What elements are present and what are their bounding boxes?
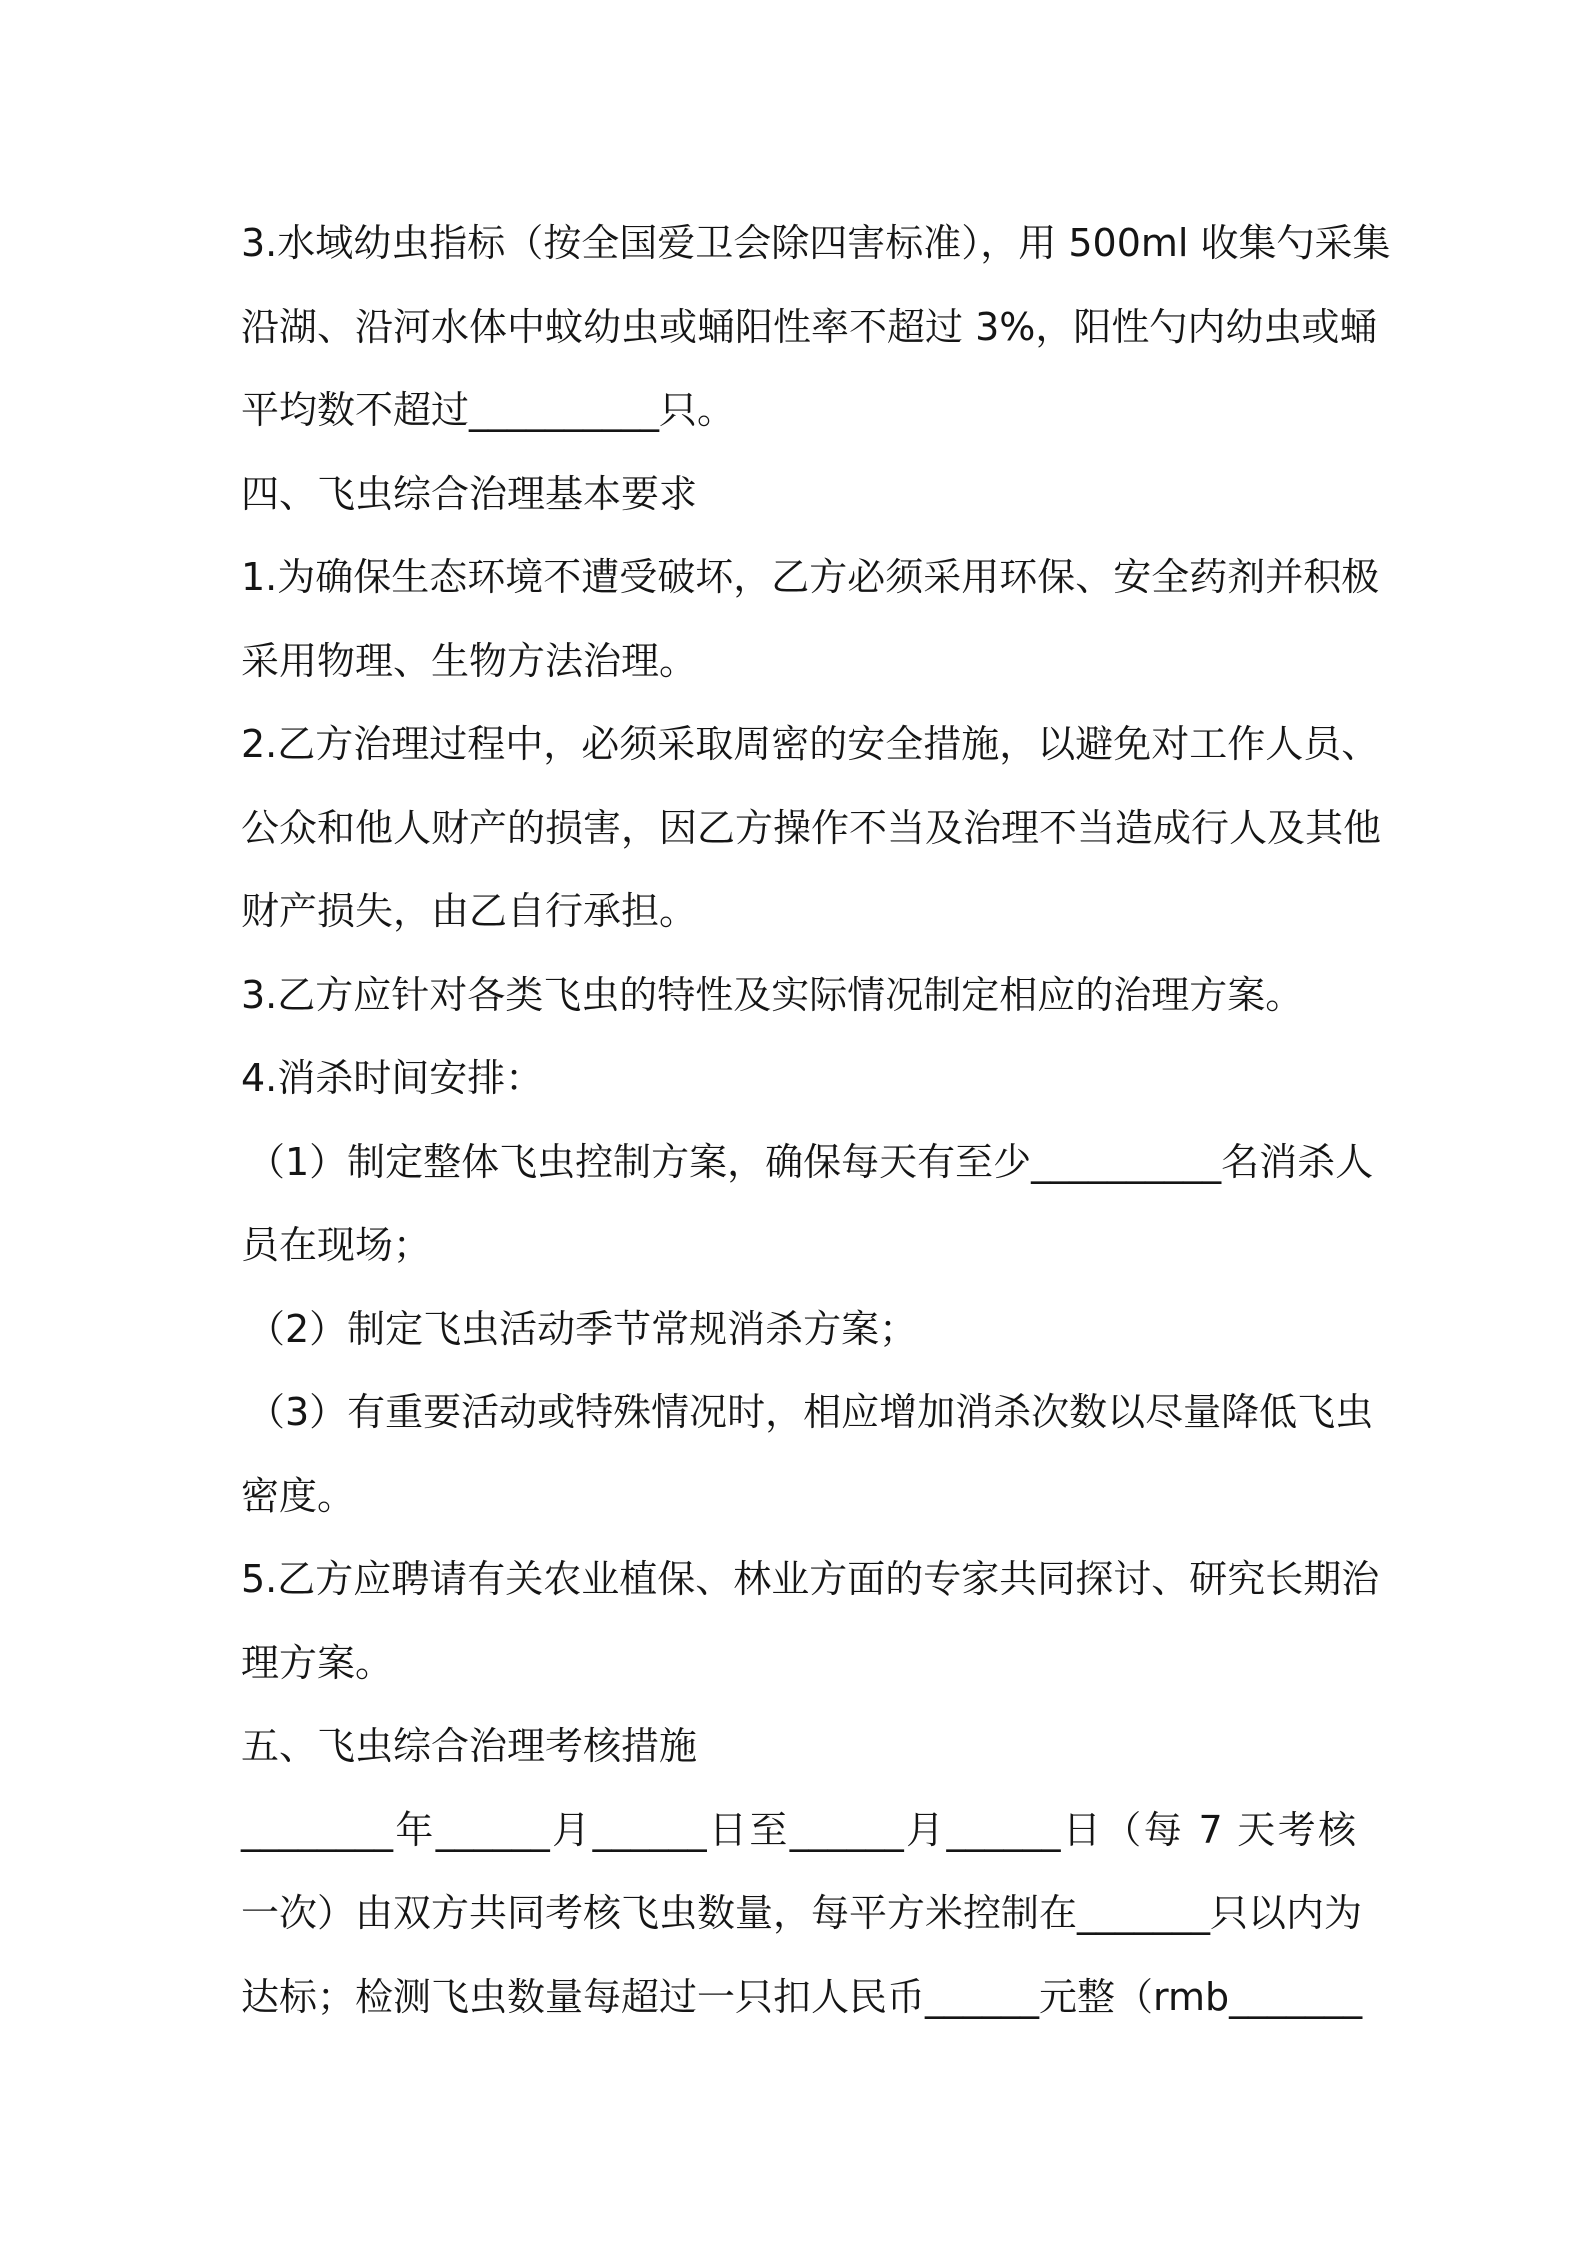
paragraph-line-14: （2）制定飞虫活动季节常规消杀方案； <box>247 1306 918 1351</box>
section-heading-4: 四、飞虫综合治理基本要求 <box>241 471 698 516</box>
paragraph-line-12: （1）制定整体飞虫控制方案，确保每天有至少__________名消杀人 <box>247 1139 1374 1184</box>
paragraph-line-9: 财产损失，由乙自行承担。 <box>241 889 698 933</box>
paragraph-line-20: ________年______月______日至______月______日（每 7 天考核 <box>241 1807 1356 1852</box>
paragraph-line-2: 沿湖、沿河水体中蚊幼虫或蛹阳性率不超过 3%，阳性勺内幼虫或蛹 <box>241 304 1378 349</box>
paragraph-line-22: 达标；检测飞虫数量每超过一只扣人民币______元整（rmb_______ <box>241 1974 1363 2019</box>
paragraph-line-18: 理方案。 <box>241 1640 394 1685</box>
paragraph-line-21: 一次）由双方共同考核飞虫数量，每平方米控制在_______只以内为 <box>241 1891 1363 1935</box>
paragraph-line-13: 员在现场； <box>241 1223 432 1267</box>
section-heading-5: 五、飞虫综合治理考核措施 <box>241 1724 698 1768</box>
paragraph-line-11: 4.消杀时间安排： <box>241 1056 544 1100</box>
paragraph-line-17: 5.乙方应聘请有关农业植保、林业方面的专家共同探讨、研究长期治 <box>241 1557 1380 1601</box>
paragraph-line-8: 公众和他人财产的损害，因乙方操作不当及治理不当造成行人及其他 <box>241 805 1382 850</box>
paragraph-line-10: 3.乙方应针对各类飞虫的特性及实际情况制定相应的治理方案。 <box>241 972 1304 1017</box>
paragraph-line-15: （3）有重要活动或特殊情况时，相应增加消杀次数以尽量降低飞虫 <box>247 1390 1374 1434</box>
paragraph-line-5: 1.为确保生态环境不遭受破坏，乙方必须采用环保、安全药剂并积极 <box>241 555 1380 599</box>
paragraph-line-6: 采用物理、生物方法治理。 <box>241 638 698 683</box>
paragraph-line-7: 2.乙方治理过程中，必须采取周密的安全措施，以避免对工作人员、 <box>241 722 1380 766</box>
paragraph-line-16: 密度。 <box>241 1473 356 1518</box>
document-body <box>241 202 1391 2039</box>
paragraph-line-3: 平均数不超过__________只。 <box>241 388 736 432</box>
paragraph-line-1: 3.水域幼虫指标（按全国爱卫会除四害标准），用 500ml 收集勺采集 <box>241 221 1391 265</box>
